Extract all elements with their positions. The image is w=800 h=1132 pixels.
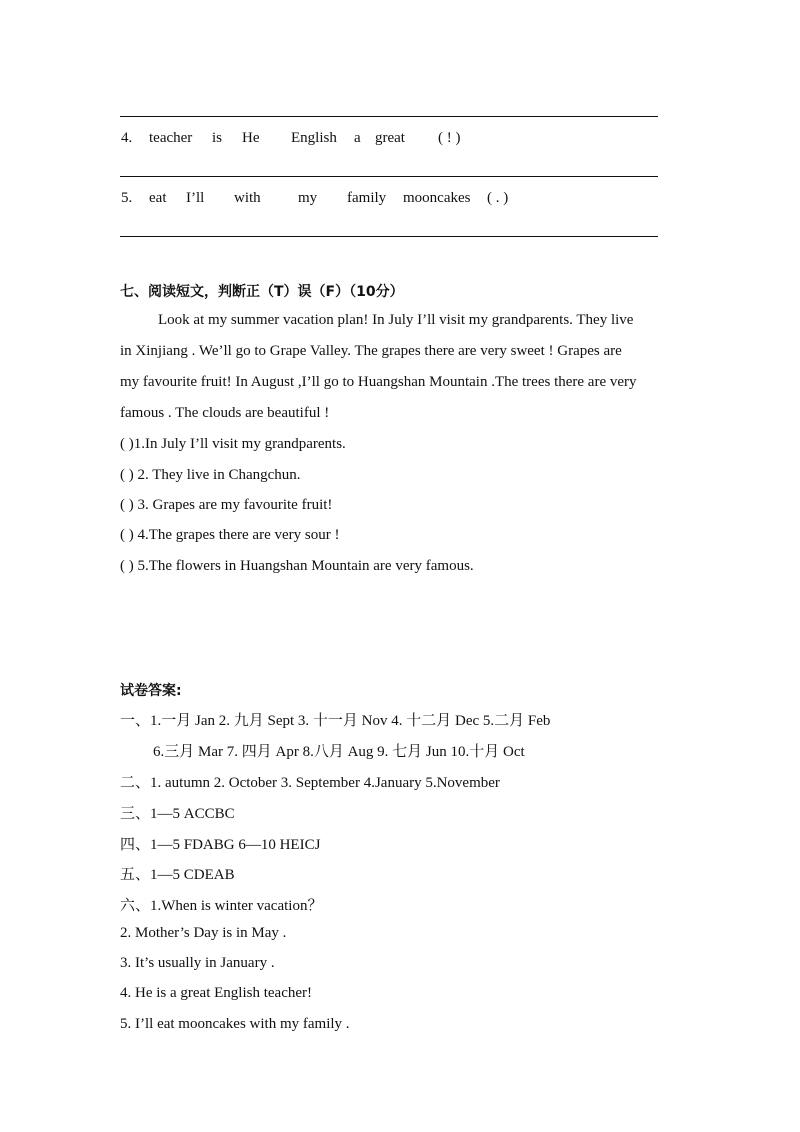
word: family: [347, 190, 387, 206]
answer-line: 6.三月 Mar 7. 四月 Apr 8.八月 Aug 9. 七月 Jun 10.十月 Oct: [153, 744, 525, 760]
section-7-heading: 七、阅读短文，判断正（T）误（F）（10分）: [120, 284, 404, 300]
answer-line: 五、1—5 CDEAB: [120, 867, 235, 883]
answer-line-3: [120, 116, 658, 117]
word: I’ll: [186, 190, 205, 206]
word: eat: [149, 190, 167, 206]
question-number: 4.: [121, 130, 133, 146]
passage-line: my favourite fruit! In August ,I’ll go to Huangshan Mountain .The trees there are very: [120, 374, 637, 390]
answer-line: 六、1.When is winter vacation？: [120, 898, 323, 914]
answer-line: 4. He is a great English teacher!: [120, 985, 313, 1001]
true-false-item: ( ) 2. They live in Changchun.: [120, 467, 301, 483]
answer-line: 四、1—5 FDABG 6—10 HEICJ: [120, 837, 321, 853]
word: my: [298, 190, 318, 206]
word: English: [291, 130, 337, 146]
word: mooncakes: [403, 190, 471, 206]
answer-line: 2. Mother’s Day is in May .: [120, 925, 287, 941]
answer-line: 3. It’s usually in January .: [120, 955, 275, 971]
answer-line-4: [120, 176, 658, 177]
word: teacher: [149, 130, 193, 146]
word: great: [375, 130, 405, 146]
word: is: [212, 130, 223, 146]
true-false-item: ( ) 5.The flowers in Huangshan Mountain are very famous.: [120, 558, 474, 574]
question-5: [0, 190, 800, 210]
question-4: [0, 130, 800, 150]
word: a: [354, 130, 361, 146]
punctuation-hint: ( ! ): [438, 130, 461, 146]
passage-line: in Xinjiang . We’ll go to Grape Valley. The grapes there are very sweet ! Grapes are: [120, 343, 622, 359]
answer-line: 5. I’ll eat mooncakes with my family .: [120, 1016, 350, 1032]
answer-line-5: [120, 236, 658, 237]
true-false-item: ( )1.In July I’ll visit my grandparents.: [120, 436, 346, 452]
word: He: [242, 130, 260, 146]
answer-line: 二、1. autumn 2. October 3. September 4.January 5.November: [120, 775, 500, 791]
word: with: [234, 190, 261, 206]
punctuation-hint: ( . ): [487, 190, 509, 206]
passage-line: Look at my summer vacation plan! In July I’ll visit my grandparents. They live: [158, 312, 634, 328]
answer-key-heading: 试卷答案:: [120, 683, 182, 699]
question-number: 5.: [121, 190, 133, 206]
true-false-item: ( ) 4.The grapes there are very sour !: [120, 527, 340, 543]
answer-line: 三、1—5 ACCBC: [120, 806, 235, 822]
answer-line: 一、1.一月 Jan 2. 九月 Sept 3. 十一月 Nov 4. 十二月 Dec 5.二月 Feb: [120, 713, 551, 729]
passage-line: famous . The clouds are beautiful !: [120, 405, 330, 421]
true-false-item: ( ) 3. Grapes are my favourite fruit!: [120, 497, 333, 513]
